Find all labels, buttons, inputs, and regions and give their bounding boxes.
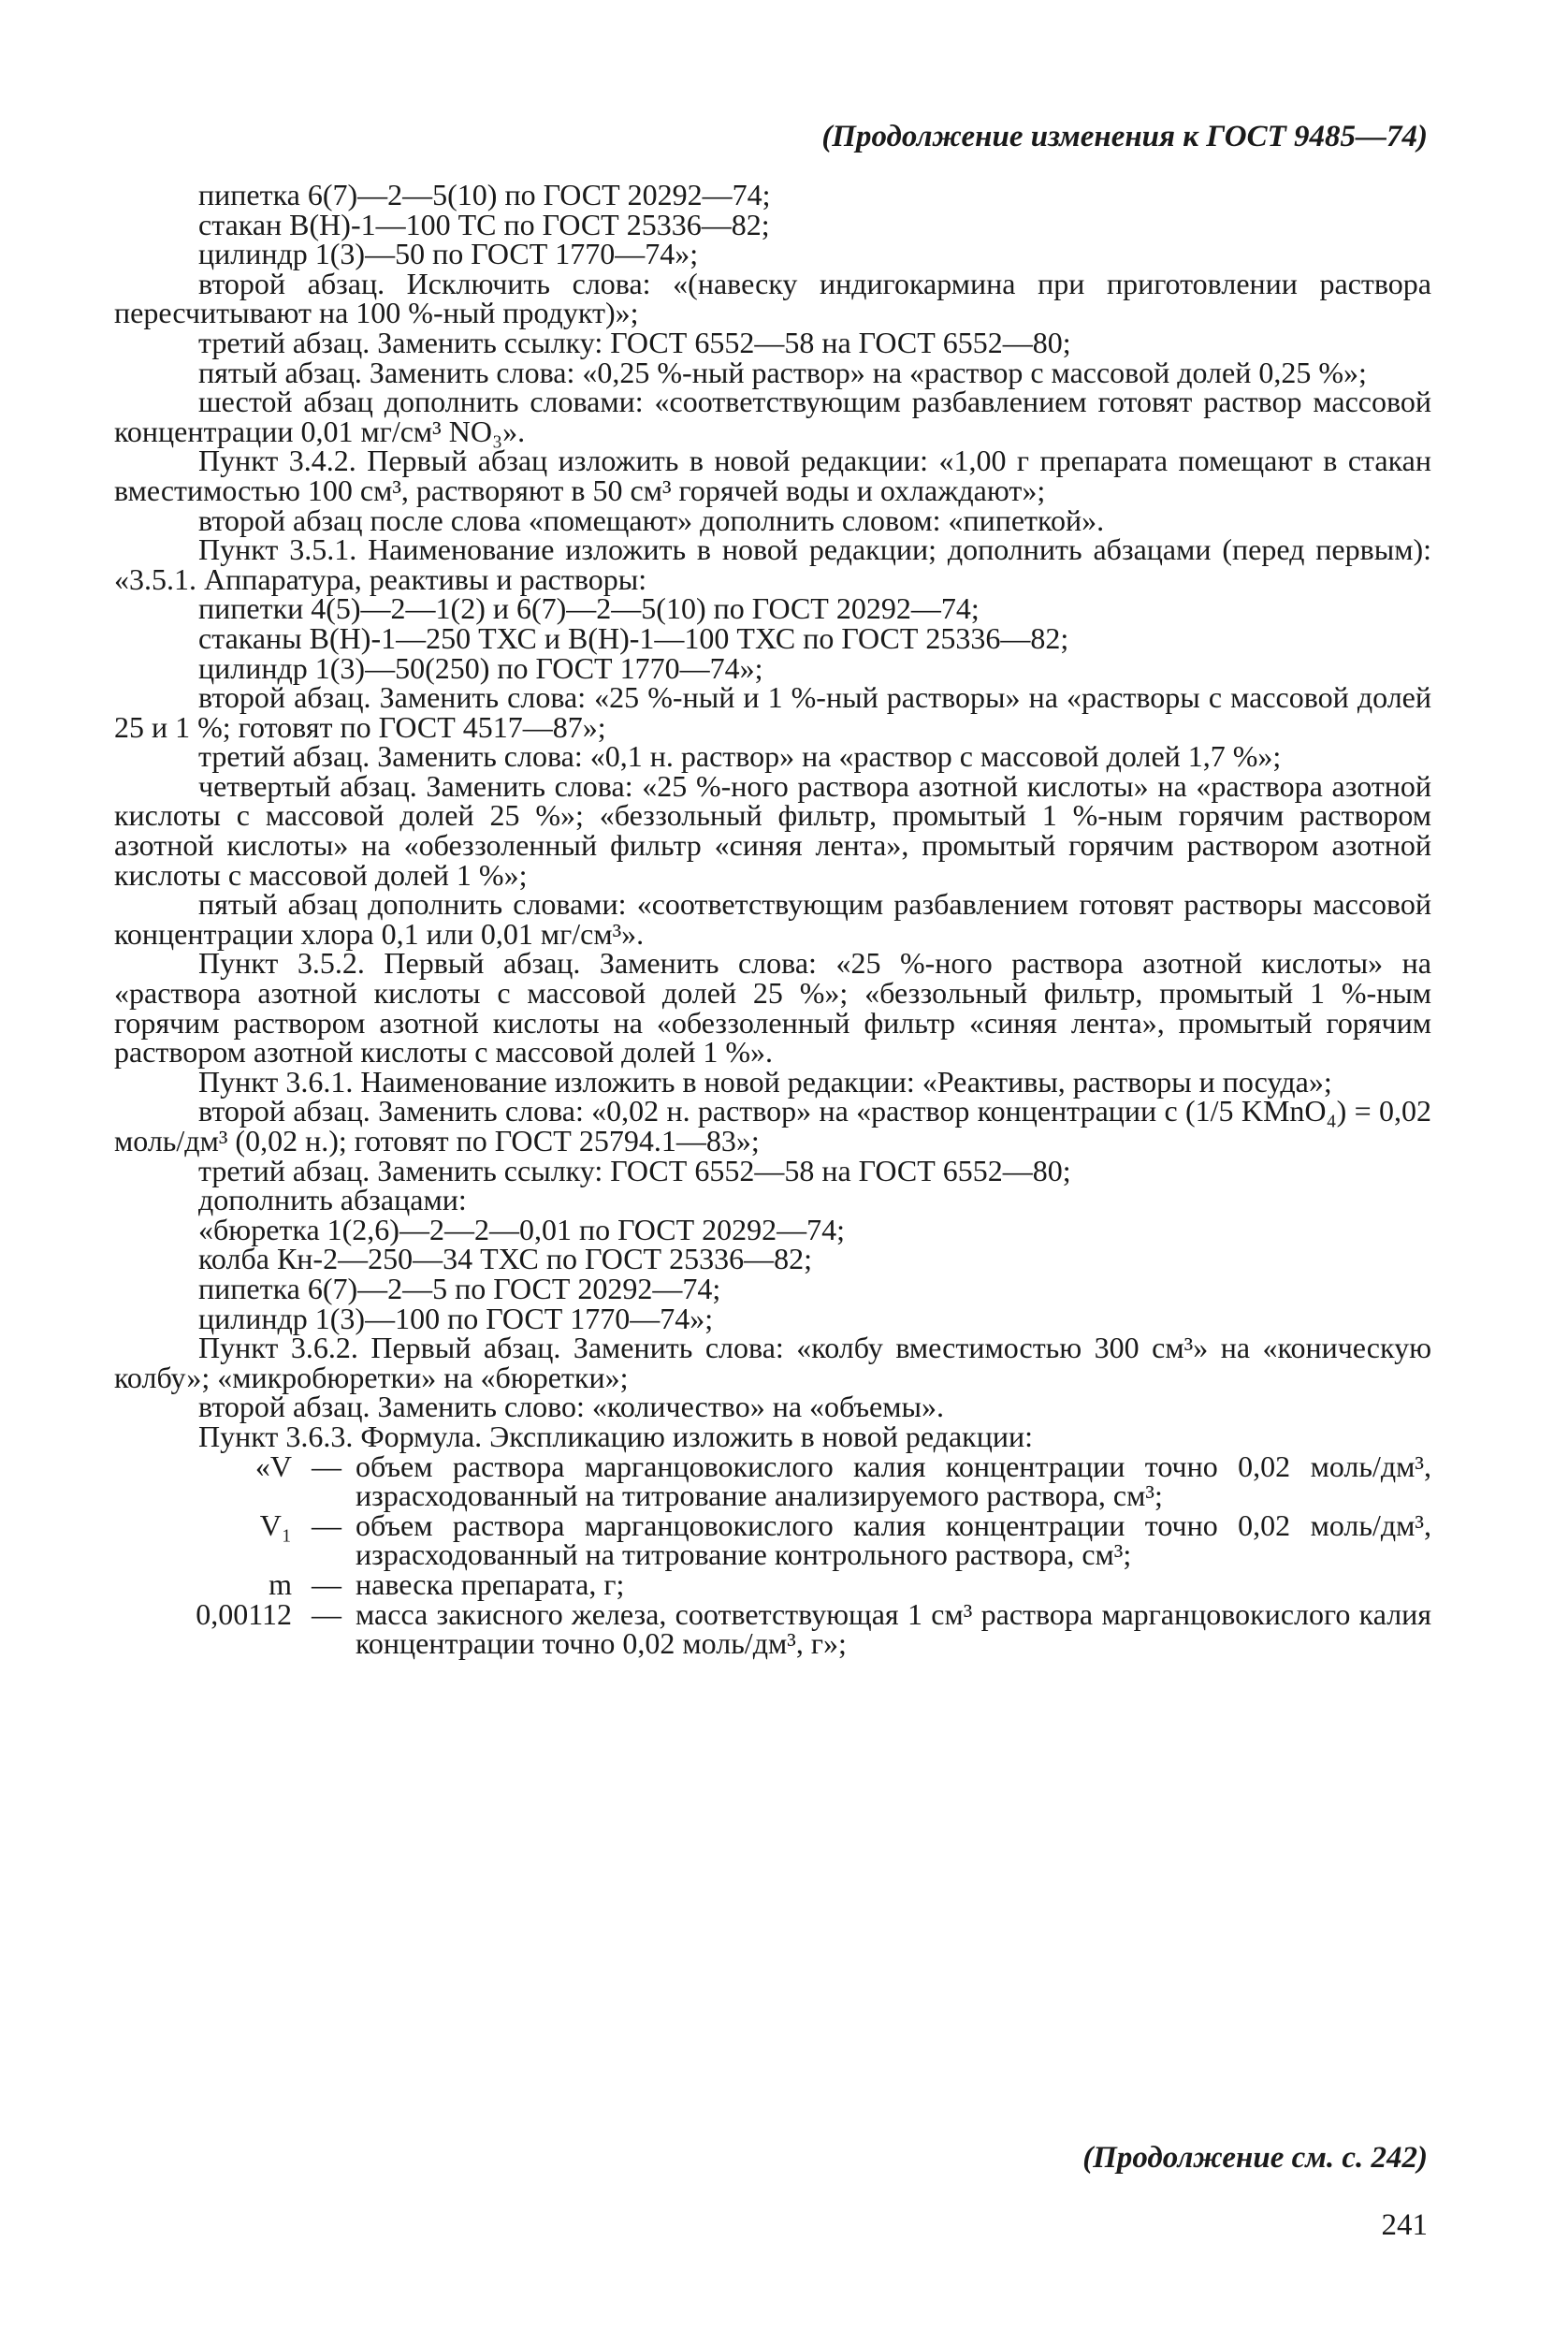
paragraph: второй абзац. Исключить слова: «(навеску индигокармина при приготовлении раствора пересчитывают на 100 %-ный продукт)»; <box>114 266 1431 330</box>
paragraph: шестой абзац дополнить словами: «соответствующим разбавлением готовят раствор массовой концентрации 0,01 мг/см³ NO₃». <box>114 385 1431 448</box>
paragraph: Пункт 3.6.2. Первый абзац. Заменить слова: «колбу вместимостью 300 см³» на «коническую колбу»; «микробюретки» на «бюретки»; <box>114 1331 1431 1394</box>
paragraph: второй абзац. Заменить слова: «0,02 н. раствор» на «раствор концентрации c (1/5 KMnO₄) = 0,02 моль/дм³ (0,02 н.); готовят по ГОСТ 25794.1—83»; <box>114 1094 1431 1157</box>
paragraph: пипетка 6(7)—2—5 по ГОСТ 20292—74; <box>198 1271 721 1305</box>
explication-symbol: 0,00112 <box>196 1596 292 1631</box>
explication-text: навеска препарата, г; <box>356 1566 625 1601</box>
paragraph: стакан В(Н)-1—100 ТС по ГОСТ 25336—82; <box>198 207 770 241</box>
paragraph: второй абзац. Заменить слово: «количество» на «объемы». <box>198 1390 944 1424</box>
explication-row <box>114 1449 1431 1513</box>
paragraph: пипетка 6(7)—2—5(10) по ГОСТ 20292—74; <box>198 178 771 211</box>
explication-row <box>114 1566 1431 1601</box>
paragraph: пипетки 4(5)—2—1(2) и 6(7)—2—5(10) по ГОСТ 20292—74; <box>198 591 980 626</box>
paragraph: цилиндр 1(3)—100 по ГОСТ 1770—74»; <box>198 1301 714 1335</box>
explication-dash: — <box>312 1449 341 1483</box>
explication-list <box>114 1449 1431 1661</box>
paragraph: Пункт 3.6.1. Наименование изложить в новой редакции: «Реактивы, растворы и посуда»; <box>198 1064 1332 1099</box>
paragraph: Пункт 3.5.2. Первый абзац. Заменить слова: «25 %-ного раствора азотной кислоты» на «раствора азотной кислоты с массовой долей 25 %»; «беззольный фильтр, промытый 1 %-ным горячим раствором азотной кислоты на «обеззоленный фильтр «синяя лента», промытый горячим раствором азотной кислоты с массовой долей 1 %». <box>114 946 1431 1070</box>
continuation-header: (Продолжение изменения к ГОСТ 9485—74) <box>821 120 1428 153</box>
paragraph: второй абзац. Заменить слова: «25 %-ный и 1 %-ный растворы» на «растворы с массовой долей 25 и 1 %; готовят по ГОСТ 4517—87»; <box>114 680 1431 744</box>
page-number: 241 <box>1381 2208 1428 2242</box>
paragraph: Пункт 3.5.1. Наименование изложить в новой редакции; дополнить абзацами (перед первым): «3.5.1. Аппаратура, реактивы и растворы: <box>114 532 1431 596</box>
paragraph: третий абзац. Заменить слова: «0,1 н. раствор» на «раствор с массовой долей 1,7 %»; <box>198 739 1282 774</box>
paragraph: второй абзац после слова «помещают» дополнить словом: «пипеткой». <box>198 502 1105 537</box>
explication-dash: — <box>312 1507 341 1542</box>
explication-text: объем раствора марганцовокислого калия концентрации точно 0,02 моль/дм³, израсходованный на титрование контрольного раствора, см³; <box>356 1507 1431 1572</box>
paragraph: колба Кн-2—250—34 ТХС по ГОСТ 25336—82; <box>198 1242 812 1276</box>
paragraph: третий абзац. Заменить ссылку: ГОСТ 6552—58 на ГОСТ 6552—80; <box>198 325 1071 359</box>
paragraph: пятый абзац дополнить словами: «соответствующим разбавлением готовят растворы массовой концентрации хлора 0,1 или 0,01 мг/см³». <box>114 887 1431 951</box>
explication-dash: — <box>312 1596 341 1631</box>
paragraph: пятый абзац. Заменить слова: «0,25 %-ный раствор» на «раствор с массовой долей 0,25 %»; <box>198 355 1367 389</box>
paragraph: Пункт 3.6.3. Формула. Экспликацию изложить в новой редакции: <box>198 1419 1033 1453</box>
explication-row <box>114 1596 1431 1661</box>
document-body <box>114 178 1431 1661</box>
explication-dash: — <box>312 1566 341 1601</box>
explication-symbol: «V <box>254 1449 292 1483</box>
paragraph: третий абзац. Заменить ссылку: ГОСТ 6552—58 на ГОСТ 6552—80; <box>198 1153 1071 1187</box>
paragraph: цилиндр 1(3)—50(250) по ГОСТ 1770—74»; <box>198 650 763 685</box>
explication-text: масса закисного железа, соответствующая 1 см³ раствора марганцовокислого калия концентрации точно 0,02 моль/дм³, г»; <box>356 1596 1431 1661</box>
explication-symbol: V₁ <box>259 1507 292 1542</box>
explication-symbol: m <box>269 1566 292 1601</box>
paragraph: цилиндр 1(3)—50 по ГОСТ 1770—74»; <box>198 237 699 271</box>
paragraph: дополнить абзацами: <box>198 1183 467 1217</box>
paragraph: Пункт 3.4.2. Первый абзац изложить в новой редакции: «1,00 г препарата помещают в стакан вместимостью 100 см³, растворяют в 50 см³ горячей воды и охлаждают»; <box>114 444 1431 507</box>
explication-row <box>114 1507 1431 1572</box>
paragraph: четвертый абзац. Заменить слова: «25 %-ного раствора азотной кислоты» на «раствора азотной кислоты с массовой долей 25 %»; «беззольный фильтр, промытый 1 %-ным горячим раствором азотной кислоты» на «обеззоленный фильтр «синяя лента», промытый горячим раствором азотной кислоты с массовой долей 1 %»; <box>114 768 1431 892</box>
text-lines <box>114 178 1431 1453</box>
explication-text: объем раствора марганцовокислого калия концентрации точно 0,02 моль/дм³, израсходованный на титрование анализируемого раствора, см³; <box>356 1449 1431 1513</box>
paragraph: стаканы В(Н)-1—250 ТХС и В(Н)-1—100 ТХС по ГОСТ 25336—82; <box>198 620 1069 655</box>
continuation-footer: (Продолжение см. с. 242) <box>1082 2141 1428 2175</box>
paragraph: «бюретка 1(2,6)—2—2—0,01 по ГОСТ 20292—74; <box>198 1212 846 1246</box>
